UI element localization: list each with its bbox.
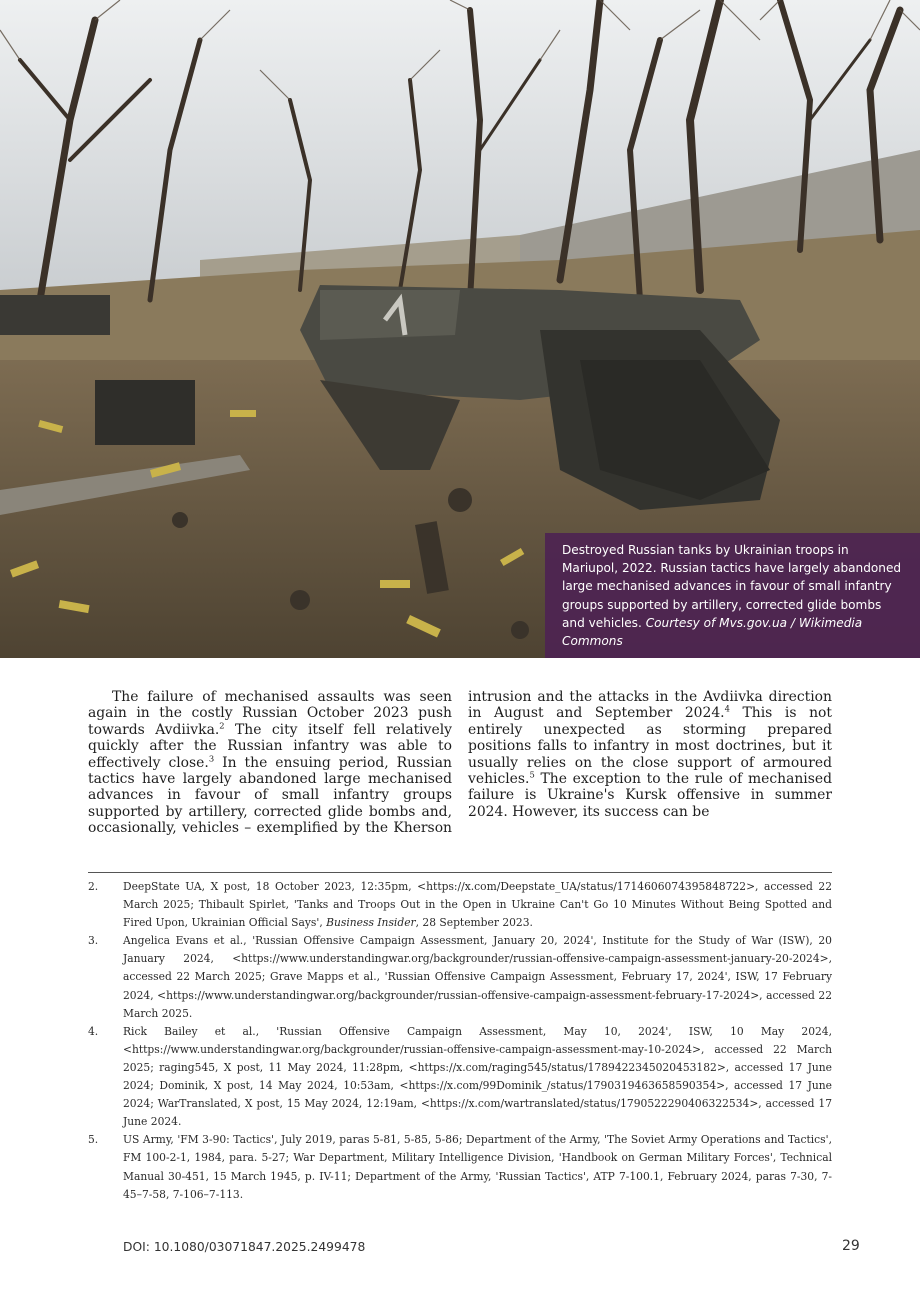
page-number: 29 [842,1238,860,1254]
footnote-item [88,1023,832,1132]
footnote-text: US Army, 'FM 3-90: Tactics', July 2019, paras 5-81, 5-85, 5-86; Department of the Army, 'The Soviet Army Operations and Tactics', FM 100-2-1, 1984, para. 5-27; War Department, Military Intelligence Division, 'Handbook on German Military Forces', Technical Manual 30-451, 15 March 1945, p. IV-11; Department of the Army, 'Russian Tactics', ATP 7-100.1, February 2024, paras 7-30, 7-45–7-58, 7-106–7-113. [123,1133,832,1201]
caption-credit: Courtesy of Mvs.gov.ua / Wikimedia Commons [562,615,863,649]
footnote-ref-2[interactable]: 2 [219,720,225,731]
footnote-number: 5. [88,1133,99,1147]
article-body [88,689,832,839]
footnote-item [88,932,832,1022]
photo-caption [545,533,920,658]
footnote-number: 4. [88,1024,99,1038]
footnote-item [88,1131,832,1203]
footnote-ref-4[interactable]: 4 [724,703,730,714]
footnote-number: 2. [88,880,99,893]
doi-link[interactable]: DOI: 10.1080/03071847.2025.2499478 [123,1240,366,1254]
footnote-ref-3[interactable]: 3 [208,753,215,763]
caption-text: Destroyed Russian tanks by Ukrainian troops in Mariupol, 2022. Russian tactics have largely abandoned large mechanised advances in favour of small infantry groups supported by artillery, corrected glide bombs and vehicles. [562,543,902,630]
footnote-divider [88,872,832,873]
footnote-text: DeepState UA, X post, 18 October 2023, 12:35pm, <https://x.com/Deepstate_UA/status/1714606074395848722>, accessed 22 March 2025; Thibault Spirlet, 'Tanks and Troops Out in the Open in Ukraine Can't Go 10 Minutes Without Being Spotted and Fired Upon, Ukrainian Official Says', Business Insider, 28 September 2023. [123,880,832,930]
footnote-text: Rick Bailey et al., 'Russian Offensive Campaign Assessment, May 10, 2024', ISW, 10 May 2024, <https://www.understandingwar.org/backgrounder/russian-offensive-campaign-assessment-may-10-2024>, accessed 22 March 2025; raging545, X post, 11 May 2024, 11:28pm, <https://x.com/raging545/status/1789422345020453182>, accessed 17 June 2024; Dominik, X post, 14 May 2024, 10:53am, <https://x.com/99Dominik_/status/1790319463658590354>, accessed 17 June 2024; WarTranslated, X post, 15 May 2024, 12:19am, <https://x.com/wartranslated/status/1790522290406322534>, accessed 17 June 2024. [123,1024,832,1129]
footnote-ref-5[interactable]: 5 [529,769,535,780]
body-paragraph: The failure of mechanised assaults was seen again in the costly Russian October 2023 push towards Avdiivka.$^2$ The city itself fell relatively quickly after the Russian infantry was able to effectively close.$^3$ In the ensuing period, Russian tactics have largely abandoned large mechanised advances in favour of small infantry groups supported by artillery, corrected glide bombs and, occasionally, vehicles – exemplified by the Kherson intrusion and the attacks in the Avdiivka direction in August and September 2024.$^4$ This is not entirely unexpected as storming prepared positions falls to infantry in most doctrines, but it usually relies on the close support of armoured vehicles.$^5$ The exception to the rule of mechanised failure is Ukraine's Kursk offensive in summer 2024. However, its success can be [88,689,832,837]
footnote-number: 3. [88,934,99,948]
footnotes [88,878,832,1204]
footnote-text: Angelica Evans et al., 'Russian Offensive Campaign Assessment, January 20, 2024', Institute for the Study of War (ISW), 20 January 2024, <https://www.understandingwar.org/backgrounder/russian-offensive-campaign-assessment-january-20-2024>, accessed 22 March 2025; Grave Mapps et al., 'Russian Offensive Campaign Assessment, February 17, 2024', ISW, 17 February 2024, <https://www.understandingwar.org/backgrounder/russian-offensive-campaign-assessment-february-17-2024>, accessed 22 March 2025. [123,934,832,1020]
footnote-item [88,878,832,932]
